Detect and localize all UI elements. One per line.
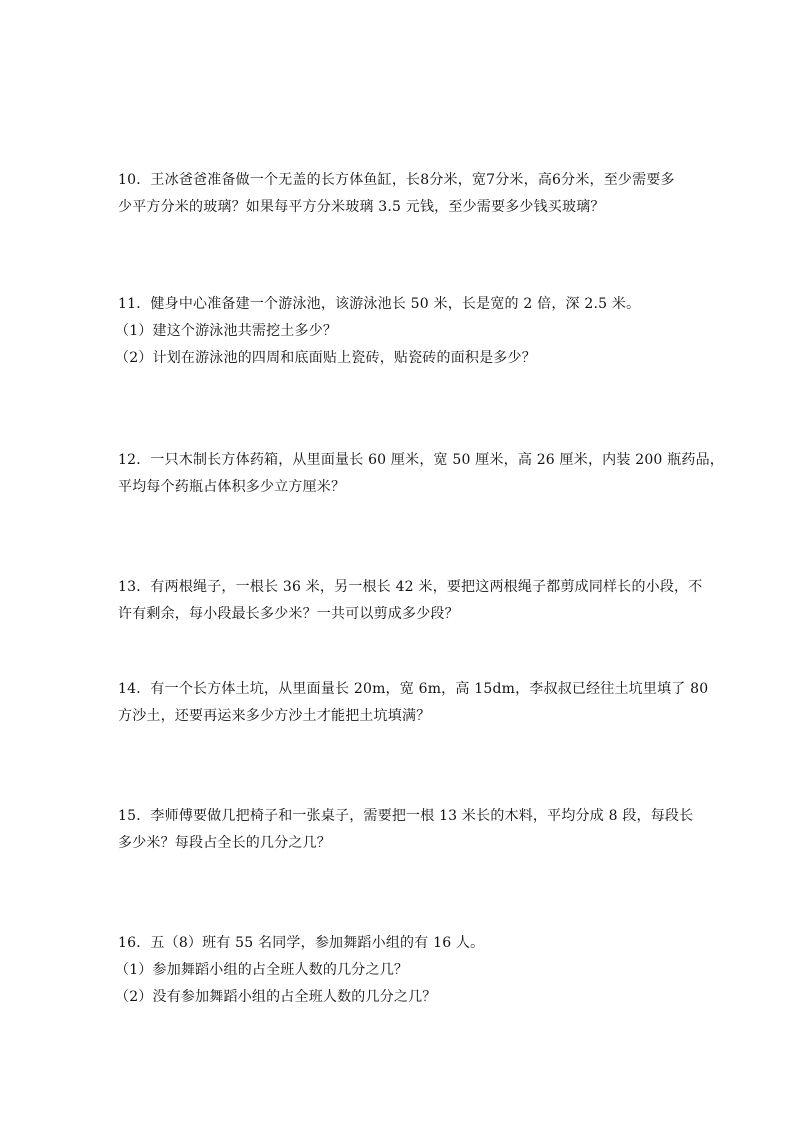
problem-10-line-1: 10．王冰爸爸准备做一个无盖的长方体鱼缸，长8分米，宽7分米，高6分米，至少需要多 (118, 172, 675, 188)
problem-14 (118, 680, 709, 725)
problem-10 (118, 171, 678, 216)
problem-12-line-1: 12．一只木制长方体药箱，从里面量长 60 厘米，宽 50 厘米，高 26 厘米，内装 200 瓶药品， (118, 452, 724, 468)
problem-16-part-1: （1）参加舞蹈小组的占全班人数的几分之几？ (115, 962, 409, 978)
problem-15-line-2: 多少米？每段占全长的几分之几？ (118, 835, 331, 851)
problem-14-line-1: 14．有一个长方体土坑，从里面量长 20m，宽 6m，高 15dm，李叔叔已经往土坑里填了 80 (118, 681, 709, 697)
problem-11 (115, 295, 678, 367)
problem-13 (118, 578, 703, 623)
problem-16-part-2: （2）没有参加舞蹈小组的占全班人数的几分之几？ (115, 989, 437, 1005)
problem-11-part-1: （1）建这个游泳池共需挖土多少？ (115, 323, 338, 339)
problem-15-line-1: 15．李师傅要做几把椅子和一张桌子，需要把一根 13 米长的木料，平均分成 8 段，每段长 (118, 808, 694, 824)
problem-16 (115, 934, 678, 1006)
problem-12-line-2: 平均每个药瓶占体积多少立方厘米？ (118, 479, 346, 495)
problem-10-line-2: 少平方分米的玻璃？如果每平方分米玻璃 3.5 元钱，至少需要多少钱买玻璃？ (118, 199, 605, 215)
problem-14-line-2: 方沙土，还要再运来多少方沙土才能把土坑填满？ (118, 708, 431, 724)
problem-13-line-2: 许有剩余，每小段最长多少米？一共可以剪成多少段？ (118, 606, 459, 622)
problem-16-line-1: 16．五（8）班有 55 名同学，参加舞蹈小组的有 16 人。 (118, 935, 485, 951)
problem-11-part-2: （2）计划在游泳池的四周和底面贴上瓷砖，贴瓷砖的面积是多少？ (115, 350, 536, 366)
problem-13-line-1: 13．有两根绳子，一根长 36 米，另一根长 42 米，要把这两根绳子都剪成同样长的小段，不 (118, 579, 703, 595)
problem-12 (118, 451, 724, 496)
problem-11-line-1: 11．健身中心准备建一个游泳池，该游泳池长 50 米，长是宽的 2 倍，深 2.5 米。 (118, 296, 641, 312)
problem-15 (118, 807, 694, 852)
